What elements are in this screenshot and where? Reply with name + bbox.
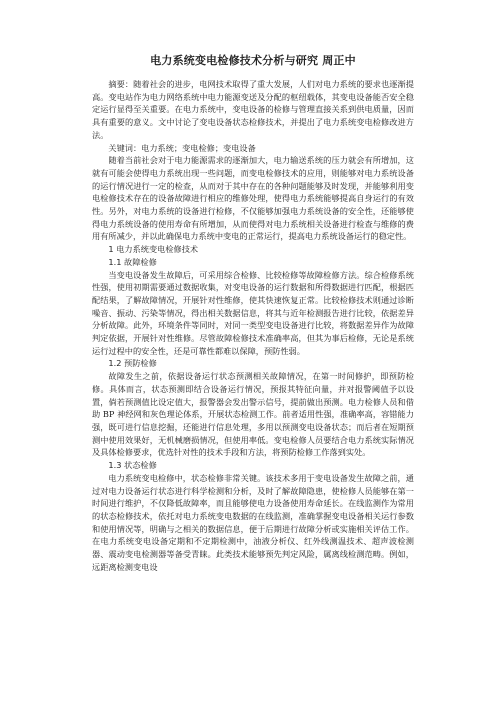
section-1-3-paragraph: 电力系统变电检修中，状态检修非常关键。该技术多用于变电设备发生故障之前，通过对电力设备运行状态进行科学检测和分析，及时了解故障隐患，使检修人员能够在第一时间进行维护，不仅降低故障率，而且能够使电力设备使用寿命延长。在线监测作为常用的状态检修技术，依托对电力系统变电数据的在线监测，准确掌握变电设备相关运行参数和使用情况等，明确与之相关的数据信息，便于后期进行故障分析或实施相关评估工作。在电力系统变电设备定期和不定期检测中，油液分析仪、红外线测温技术、超声波检测器、震动变电检测器等备受青睐。此类技术能够预先判定风险，属离线检测范畴。例如，远距离检测变电设: [92, 472, 414, 572]
document-title: 电力系统变电检修技术分析与研究 周正中: [150, 54, 356, 67]
section-1-1-paragraph: 当变电设备发生故障后，可采用综合检修、比较检修等故障检修方法。综合检修系统性强，使用初期需要通过数据收集，对变电设备的运行数据和所得数据进行匹配，根据匹配结果，了解故障情况，开展针对性维修，使其快速恢复正常。比较检修技术则通过诊断噪音、振动、污染等情况，得出相关数据信息，将其与近年检测报告进行比较，依据差异分析故障。此外，环境条件等同时，对同一类型变电设备进行比较，将数据差异作为故障判定依据，开展针对性维修。尽管故障检修技术准确率高，但其为事后检修，无论是系统运行过程中的安全性，还是可靠性都难以保障，预防性弱。: [92, 269, 414, 356]
section-heading-1-1: 1.1 故障检修: [108, 256, 157, 267]
section-1-2-paragraph: 故障发生之前，依据设备运行状态预测相关故障情况，在第一时间修护，即预防检修。具体而言，状态预测即结合设备运行情况，预报其特征向量，并对报警阈值予以设置，倘若预测值比设定值大，报警器会发出警示信号，提前做出预测。电力检修人员和借助 BP 神经网和灰色理论体系，开展状态检测工作。前者适用性强，准确率高，容错能力强，既可进行信息挖掘，还能进行信息处理，多用以预测变电设备状态；而后者在短期预测中使用效果好，无机械磨损情况，但使用率低。变电检修人员要结合电力系统实际情况及具体检修要求，优选针对性的技术手段和方法，将预防检修工作落到实处。: [92, 371, 414, 458]
intro-paragraph: 随着当前社会对于电力能源需求的逐渐加大，电力输送系统的压力就会有所增加，这就有可能会使得电力系统出现一些问题，而变电检修技术的应用，则能够对电力系统设备的运行情况进行一定的检查，从而对于其中存在的各种问题能够及时发现，并能够利用变电检修技术存在的设备故障进行相应的维修处理，使得电力系统能够提高自身运行的有效性。另外，对电力系统的设备进行检修，不仅能够加强电力系统设备的安全性，还能够使得电力系统设备的使用寿命有所增加，从而使得对电力系统相关设备进行检查与维修的费用有所减少，并以此确保电力系统中变电的正常运行，提高电力系统设备运行的稳定性。: [92, 155, 414, 242]
section-heading-1-3: 1.3 状态检修: [108, 460, 157, 471]
keywords-line: 关键词：电力系统；变电检修；变电设备: [108, 142, 256, 153]
section-heading-1-2: 1.2 预防检修: [108, 358, 157, 369]
abstract-paragraph: 摘要：随着社会的进步，电网技术取得了重大发展，人们对电力系统的要求也逐渐提高。变电站作为电力网络系统中电力能源变送及分配的枢纽载体，其变电设备能否安全稳定运行显得至关重要。在电力系统中，变电设备的检修与管理直接关系到供电质量，因而具有重要的意义。文中讨论了变电设备状态检修技术，并提出了电力系统变电检修改进方法。: [92, 79, 414, 140]
section-heading-1: 1 电力系统变电检修技术: [108, 244, 199, 255]
